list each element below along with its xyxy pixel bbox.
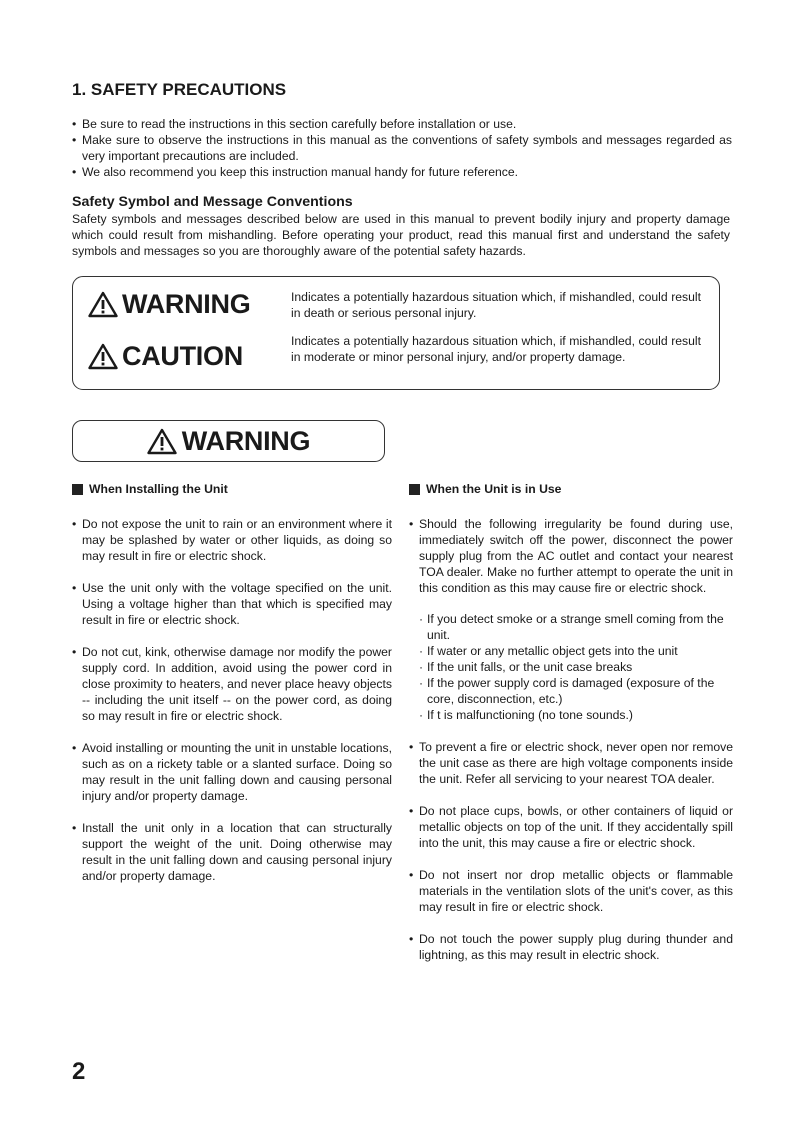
intro-bullet: • We also recommend you keep this instruction manual handy for future reference.: [72, 164, 732, 180]
square-bullet-icon: [72, 484, 83, 495]
installing-list: [72, 516, 392, 884]
list-item: • Do not expose the unit to rain or an environment where it may be splashed by water or other liquids, as doing so may result in fire or electric shock.: [72, 516, 392, 564]
sub-list-item: · If the power supply cord is damaged (exposure of the core, disconnection, etc.): [419, 675, 733, 707]
conventions-paragraph: Safety symbols and messages described below are used in this manual to prevent bodily injury and property damage which could result from mishandling. Before operating your product, read this manual first and understand the safety symbols and messages so you are thoroughly aware of the potential safety hazards.: [72, 212, 730, 258]
warning-description: Indicates a potentially hazardous situation which, if mishandled, could result in death or serious personal injury.: [291, 290, 701, 320]
list-item-text: Should the following irregularity be found during use, immediately switch off the power, disconnect the power supply plug from the AC outlet and contact your nearest TOA dealer. Make no further attempt to operate the unit in this condition as this may cause fire or electric shock.: [419, 517, 733, 595]
warning-header: [72, 420, 385, 462]
installing-column: [72, 481, 392, 900]
list-item: • To prevent a fire or electric shock, never open nor remove the unit case as there are high voltage components inside the unit. Refer all servicing to your nearest TOA dealer.: [409, 739, 733, 787]
installing-heading-text: When Installing the Unit: [89, 482, 228, 496]
warning-triangle-icon: [88, 291, 118, 318]
list-item: • Do not insert nor drop metallic objects or flammable materials in the ventilation slots of the unit's cover, as this may result in fire or electric shock.: [409, 867, 733, 915]
warning-triangle-icon: [147, 428, 177, 455]
sub-list-item: · If t is malfunctioning (no tone sounds.): [419, 707, 733, 723]
list-item: • Install the unit only in a location that can structurally support the weight of the unit. Doing otherwise may result in the unit falling down and causing personal injury and/or property damage.: [72, 820, 392, 884]
list-item: • Do not cut, kink, otherwise damage nor modify the power supply cord. In addition, avoid using the power cord in close proximity to heaters, and never place heavy objects -- including the unit itself -- on the power cord, as doing so may result in fire or electric shock.: [72, 644, 392, 724]
caution-label-text: CAUTION: [122, 341, 243, 371]
conventions-title: Safety Symbol and Message Conventions: [72, 194, 353, 210]
in-use-heading: [409, 481, 733, 497]
square-bullet-icon: [409, 484, 420, 495]
intro-list: [72, 116, 732, 180]
list-item: • Do not place cups, bowls, or other containers of liquid or metallic objects on top of the unit. If they accidentally spill into the unit, this may cause a fire or electric shock.: [409, 803, 733, 851]
intro-bullet: • Be sure to read the instructions in this section carefully before installation or use.: [72, 116, 732, 132]
section-title: 1. SAFETY PRECAUTIONS: [72, 80, 287, 99]
warning-label-text: WARNING: [122, 289, 251, 319]
list-item: • Use the unit only with the voltage specified on the unit. Using a voltage higher than that which is specified may result in fire or electric shock.: [72, 580, 392, 628]
in-use-list: [409, 516, 733, 963]
irregularity-list: [419, 611, 733, 723]
sub-list-item: · If the unit falls, or the unit case breaks: [419, 659, 733, 675]
in-use-column: [409, 481, 733, 979]
sub-list-item: · If water or any metallic object gets into the unit: [419, 643, 733, 659]
page-number: 2: [72, 1058, 86, 1085]
installing-heading: [72, 481, 392, 497]
list-item: • Do not touch the power supply plug during thunder and lightning, as this may result in electric shock.: [409, 931, 733, 963]
list-item: [409, 516, 733, 723]
intro-bullet: • Make sure to observe the instructions in this manual as the conventions of safety symbols and messages regarded as very important precautions are included.: [72, 132, 732, 164]
warning-header-text: WARNING: [181, 425, 311, 456]
conventions-box: [72, 276, 720, 390]
caution-triangle-icon: [88, 343, 118, 370]
caution-label: [88, 341, 243, 372]
sub-list-item: · If you detect smoke or a strange smell coming from the unit.: [419, 611, 733, 643]
in-use-heading-text: When the Unit is in Use: [426, 482, 562, 496]
warning-label: [88, 289, 250, 320]
caution-description: Indicates a potentially hazardous situation which, if mishandled, could result in moderate or minor personal injury, and/or property damage.: [291, 334, 701, 364]
list-item: • Avoid installing or mounting the unit in unstable locations, such as on a rickety table or a slanted surface. Doing so may result in the unit falling down and causing personal injury and/or property damage.: [72, 740, 392, 804]
